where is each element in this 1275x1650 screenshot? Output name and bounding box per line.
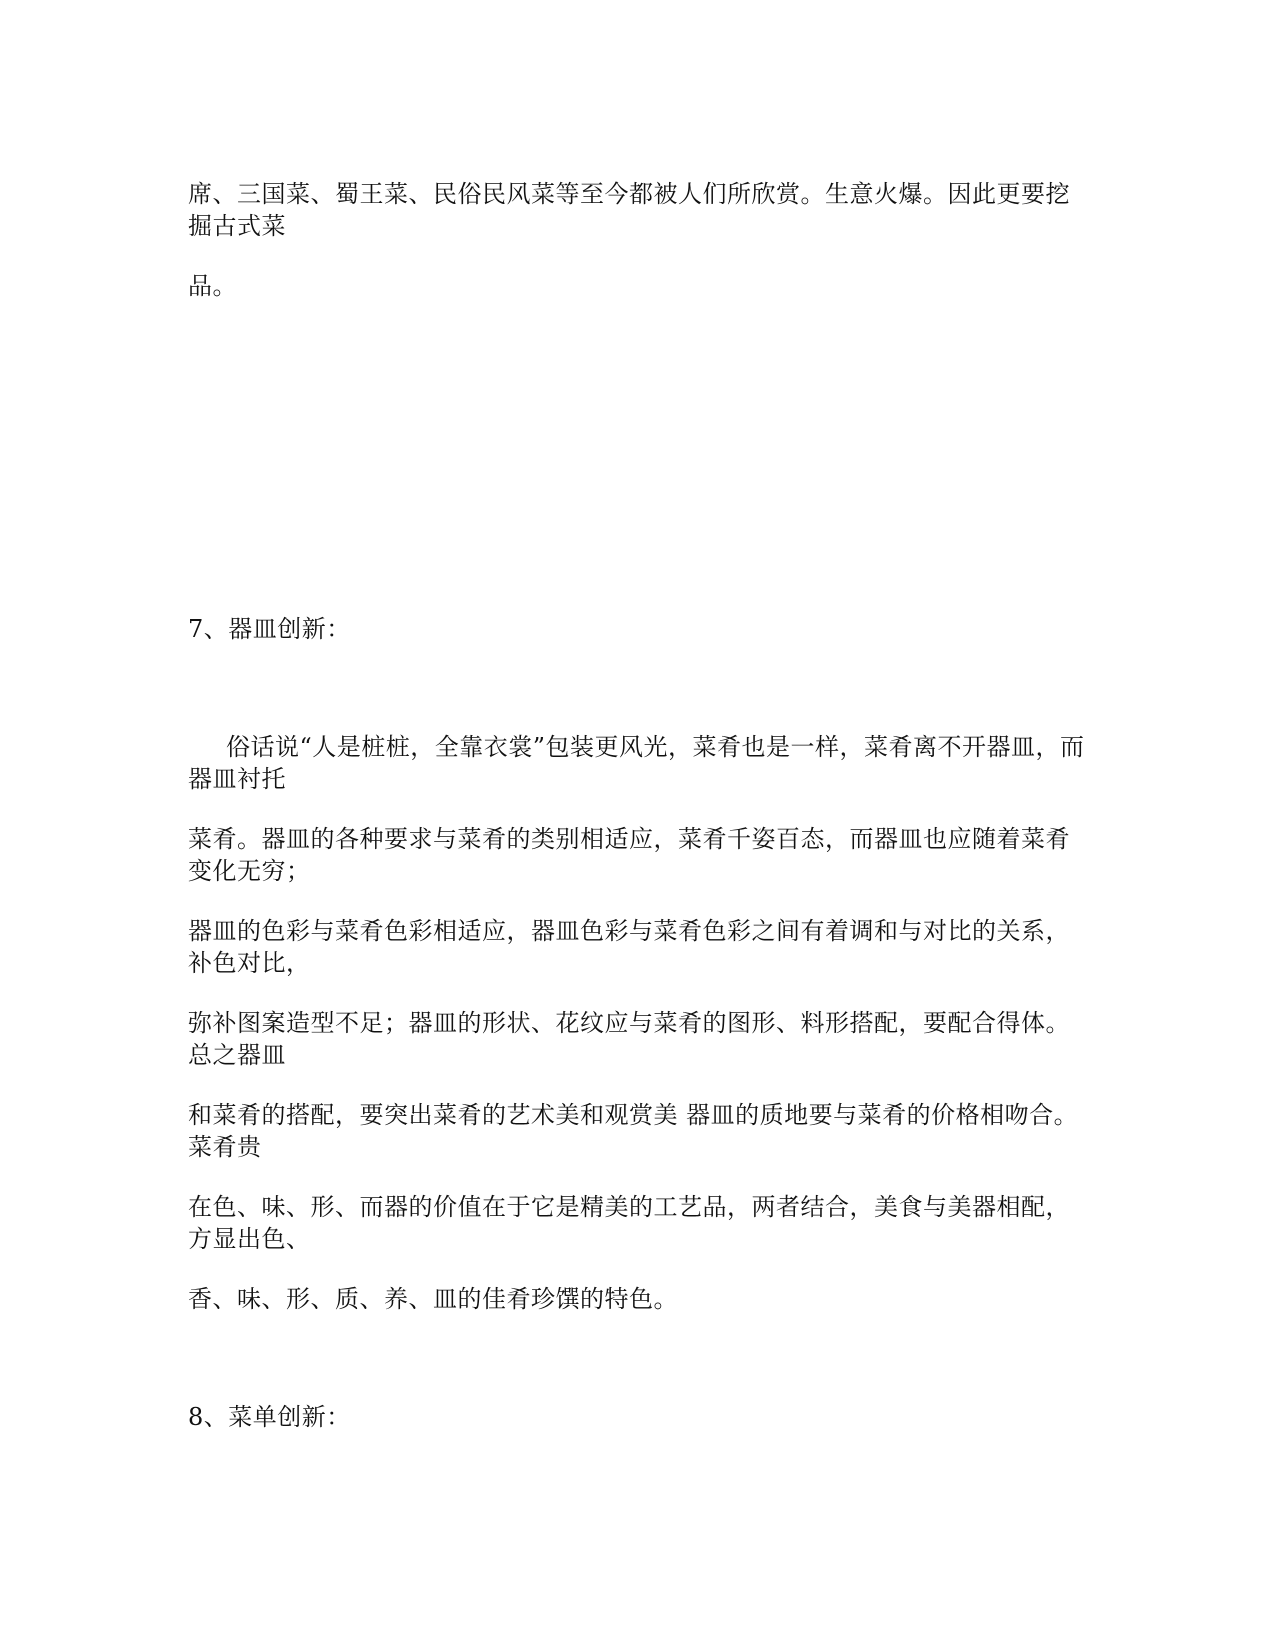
text-line: 菜肴贵 (188, 1133, 262, 1161)
text-line: 补色对比， (188, 949, 311, 977)
text-line: 菜肴。器皿的各种要求与菜肴的类别相适应，菜肴千姿百态，而器皿也应随着菜肴 (188, 825, 1070, 853)
text-line: 方显出色、 (188, 1225, 311, 1253)
text-line: 品。 (188, 272, 237, 300)
text-line: 总之器皿 (188, 1041, 286, 1069)
text-line: 器皿的色彩与菜肴色彩相适应，器皿色彩与菜肴色彩之间有着调和与对比的关系， (188, 917, 1070, 945)
text-line: 弥补图案造型不足；器皿的形状、花纹应与菜肴的图形、料形搭配，要配合得体。 (188, 1009, 1070, 1037)
text-line: 变化无穷； (188, 857, 311, 885)
text-line: 和菜肴的搭配，要突出菜肴的艺术美和观赏美 器皿的质地要与菜肴的价格相吻合。 (188, 1101, 1079, 1129)
text-line: 在色、味、形、而器的价值在于它是精美的工艺品，两者结合，美食与美器相配， (188, 1193, 1070, 1221)
text-line: 器皿衬托 (188, 765, 286, 793)
text-line: 席、三国菜、蜀王菜、民俗民风菜等至今都被人们所欣赏。生意火爆。因此更要挖 (188, 180, 1070, 208)
text-line: 俗话说“人是桩桩，全靠衣裳”包装更风光，菜肴也是一样，菜肴离不开器皿，而 (226, 733, 1085, 761)
section-heading: 8、菜单创新： (188, 1403, 351, 1431)
section-heading: 7、器皿创新： (188, 615, 351, 643)
text-line: 掘古式菜 (188, 212, 286, 240)
text-line: 香、味、形、质、养、皿的佳肴珍馔的特色。 (188, 1285, 678, 1313)
